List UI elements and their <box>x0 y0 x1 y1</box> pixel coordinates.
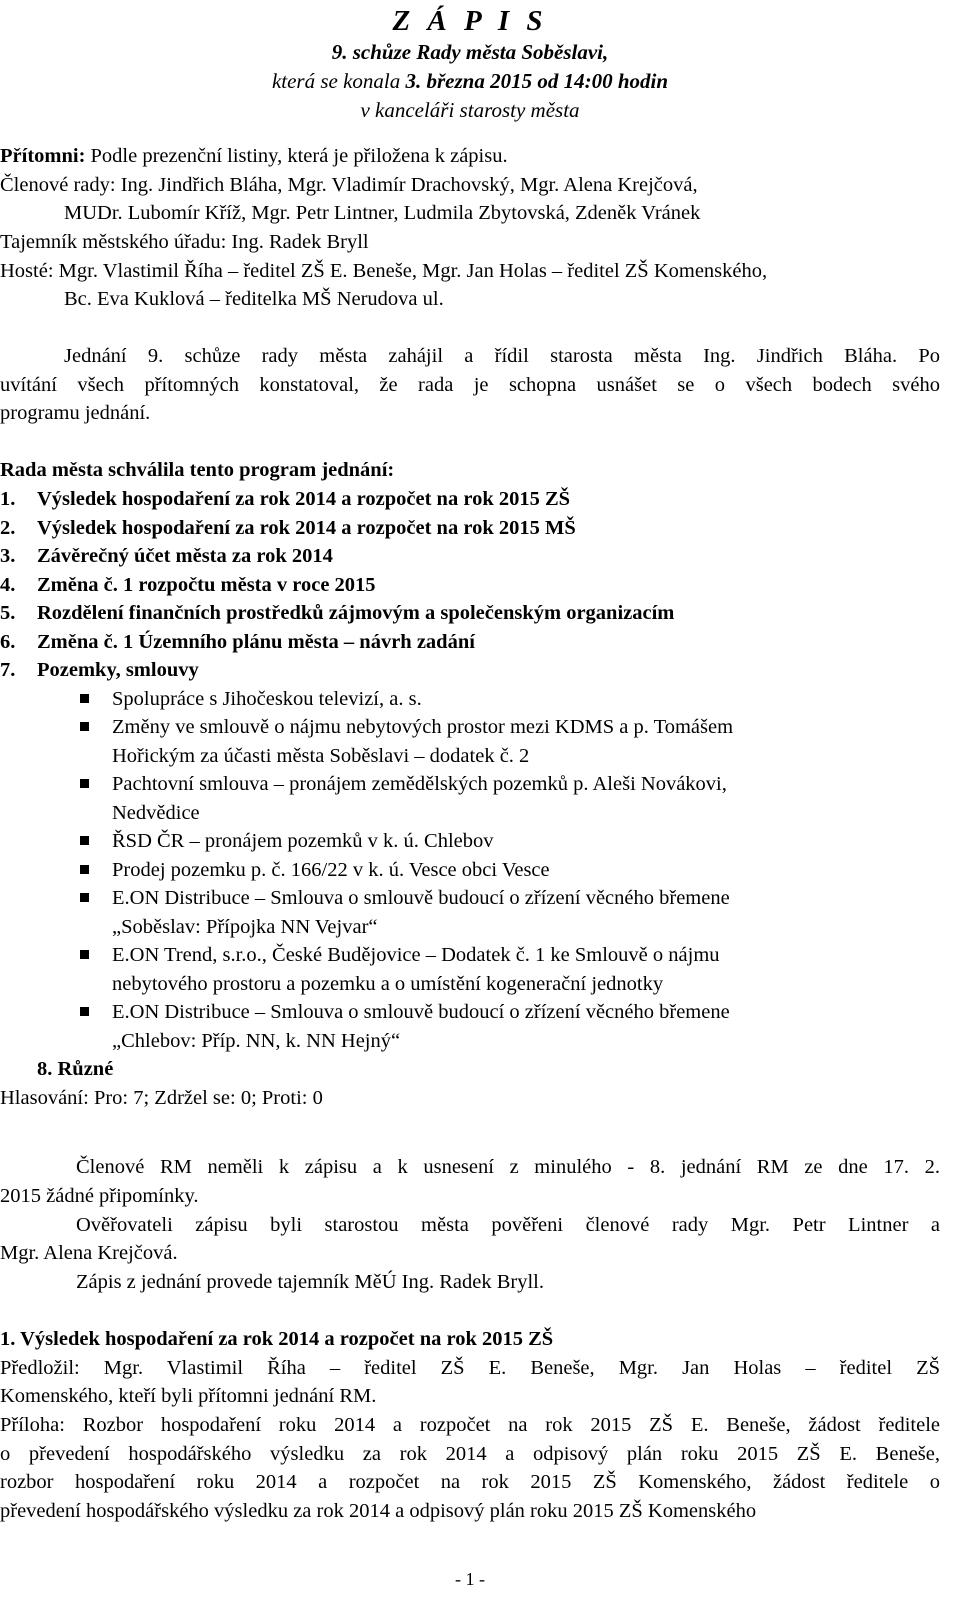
remarks-p1-line-1: Členové RM neměli k zápisu a k usnesení z minulého - 8. jednání RM ze dne 17. 2. <box>76 1156 940 1178</box>
remarks-p2-line-1: Ověřovateli zápisu byli starostou města pověřeni členové rady Mgr. Petr Lintner a <box>76 1214 940 1236</box>
subitem-line: E.ON Distribuce – Smlouva o smlouvě budoucí o zřízení věcného břemene <box>112 887 730 909</box>
section-1-heading: 1. Výsledek hospodaření za rok 2014 a rozpočet na rok 2015 ZŠ <box>0 1328 554 1350</box>
subitem-line: Změny ve smlouvě o nájmu nebytových prostor mezi KDMS a p. Tomášem <box>112 716 734 738</box>
subitem-line: Spolupráce s Jihočeskou televizí, a. s. <box>112 687 422 710</box>
programme-item-number: 7. <box>0 659 16 681</box>
meeting-name: 9. schůze Rady města Soběslavi, <box>331 40 609 64</box>
remarks-p1-line-2: 2015 žádné připomínky. <box>0 1185 199 1207</box>
programme-item <box>0 628 940 657</box>
section-1-presenter-line-2: Komenského, kteří byli přítomni jednání RM. <box>0 1385 377 1407</box>
bullet-square-icon <box>80 1007 89 1016</box>
meeting-date-prefix: která se konala <box>271 69 406 93</box>
programme-item-number: 5. <box>0 602 16 624</box>
programme-item-text: Změna č. 1 rozpočtu města v roce 2015 <box>37 573 376 596</box>
meeting-place: v kanceláři starosty města <box>360 98 580 122</box>
subitem-line: „Chlebov: Příp. NN, k. NN Hejný“ <box>112 1029 401 1052</box>
programme-item-text: Rozdělení finančních prostředků zájmovým a společenským organizacím <box>37 602 675 624</box>
programme-item-number: 1. <box>0 488 16 510</box>
meeting-date-line <box>0 67 940 96</box>
subitem-line: Nedvědice <box>112 801 200 824</box>
page-number: - 1 - <box>455 1569 485 1589</box>
programme-item <box>0 485 940 514</box>
section-1-attachment-line-3: rozbor hospodaření roku 2014 a rozpočet na rok 2015 ZŠ Komenského, žádost ředitele o <box>0 1471 940 1493</box>
programme-item <box>0 514 940 543</box>
bullet-square-icon <box>80 836 89 845</box>
members-line-2: MUDr. Lubomír Kříž, Mgr. Petr Lintner, Ludmila Zbytovská, Zdeněk Vránek <box>64 202 701 224</box>
remarks-p3: Zápis z jednání provede tajemník MěÚ Ing. Radek Bryll. <box>76 1271 544 1293</box>
secretary-line: Tajemník městského úřadu: Ing. Radek Bryll <box>0 231 369 253</box>
programme-item <box>0 542 940 571</box>
subitem-line: Pachtovní smlouva – pronájem zemědělských pozemků p. Aleši Novákovi, <box>112 773 727 795</box>
opening-line-3: programu jednání. <box>0 402 151 424</box>
guests-line-2: Bc. Eva Kuklová – ředitelka MŠ Nerudova ul. <box>64 288 444 310</box>
bullet-square-icon <box>80 950 89 959</box>
subitem <box>0 685 940 714</box>
section-1-attachment-line-1: Příloha: Rozbor hospodaření roku 2014 a rozpočet na rok 2015 ZŠ E. Beneše, žádost ředitele <box>0 1414 940 1436</box>
vote-result: Hlasování: Pro: 7; Zdržel se: 0; Proti: 0 <box>0 1086 323 1109</box>
subitem <box>0 713 940 770</box>
subitem-line: „Soběslav: Přípojka NN Vejvar“ <box>112 915 378 938</box>
subitem <box>0 770 940 827</box>
members-line-1: Členové rady: Ing. Jindřich Bláha, Mgr. Vladimír Drachovský, Mgr. Alena Krejčová, <box>0 174 698 196</box>
subitem <box>0 998 940 1055</box>
subitem-line: Prodej pozemku p. č. 166/22 v k. ú. Vesce obci Vesce <box>112 858 550 881</box>
subitem <box>0 827 940 856</box>
meeting-date: 3. března 2015 od 14:00 hodin <box>405 69 669 93</box>
document-title: Z Á P I S <box>392 5 548 37</box>
programme-item-text: Pozemky, smlouvy <box>37 659 199 681</box>
bullet-square-icon <box>80 893 89 902</box>
bullet-square-icon <box>80 694 89 703</box>
programme-heading: Rada města schválila tento program jednání: <box>0 459 395 481</box>
remarks-p2-line-2: Mgr. Alena Krejčová. <box>0 1242 178 1264</box>
property-subitems <box>0 685 940 1056</box>
present-line <box>0 142 940 171</box>
opening-line-1: Jednání 9. schůze rady města zahájil a řídil starosta města Ing. Jindřich Bláha. Po <box>64 345 940 367</box>
subitem-line: E.ON Trend, s.r.o., České Budějovice – Dodatek č. 1 ke Smlouvě o nájmu <box>112 944 720 966</box>
subitem <box>0 884 940 941</box>
programme-item <box>0 599 940 628</box>
programme-item-number: 2. <box>0 516 16 539</box>
programme-item-number: 3. <box>0 545 16 567</box>
section-1-attachment-line-4: převedení hospodářského výsledku za rok 2014 a odpisový plán roku 2015 ZŠ Komenského <box>0 1500 757 1522</box>
present-label: Přítomni: <box>0 145 86 167</box>
programme-item-number: 6. <box>0 630 16 653</box>
programme-item-text: Výsledek hospodaření za rok 2014 a rozpočet na rok 2015 MŠ <box>37 516 576 539</box>
section-1-presenter-line-1: Předložil: Mgr. Vlastimil Říha – ředitel ZŠ E. Beneše, Mgr. Jan Holas – ředitel ZŠ <box>0 1357 940 1379</box>
subitem-line: Hořickým za účasti města Soběslavi – dodatek č. 2 <box>112 744 530 767</box>
opening-line-2: uvítání všech přítomných konstatoval, že rada je schopna usnášet se o všech bodech svého <box>0 374 940 396</box>
present-text: Podle prezenční listiny, která je přiložena k zápisu. <box>85 145 508 167</box>
programme-item-text: Výsledek hospodaření za rok 2014 a rozpočet na rok 2015 ZŠ <box>37 488 571 510</box>
programme-item-text: Závěrečný účet města za rok 2014 <box>37 545 333 567</box>
programme-item <box>0 571 940 600</box>
programme-item <box>0 656 940 685</box>
section-1-attachment-line-2: o převedení hospodářského výsledku za rok 2014 a odpisový plán roku 2015 ZŠ E. Beneše, <box>0 1443 940 1465</box>
subitem-line: nebytového prostoru a pozemku a o umístění kogenerační jednotky <box>112 972 664 995</box>
subitem <box>0 941 940 998</box>
programme-item-number: 4. <box>0 573 16 596</box>
subitem-line: ŘSD ČR – pronájem pozemků v k. ú. Chlebov <box>112 830 494 852</box>
subitem-line: E.ON Distribuce – Smlouva o smlouvě budoucí o zřízení věcného břemene <box>112 1001 730 1023</box>
programme-item-text: Změna č. 1 Územního plánu města – návrh zadání <box>37 630 475 653</box>
subitem <box>0 856 940 885</box>
bullet-square-icon <box>80 865 89 874</box>
programme-list <box>0 485 940 1112</box>
programme-item-8: 8. Různé <box>37 1058 114 1080</box>
guests-line-1: Hosté: Mgr. Vlastimil Říha – ředitel ZŠ E. Beneše, Mgr. Jan Holas – ředitel ZŠ Komenského, <box>0 260 768 282</box>
bullet-square-icon <box>80 779 89 788</box>
bullet-square-icon <box>80 722 89 731</box>
